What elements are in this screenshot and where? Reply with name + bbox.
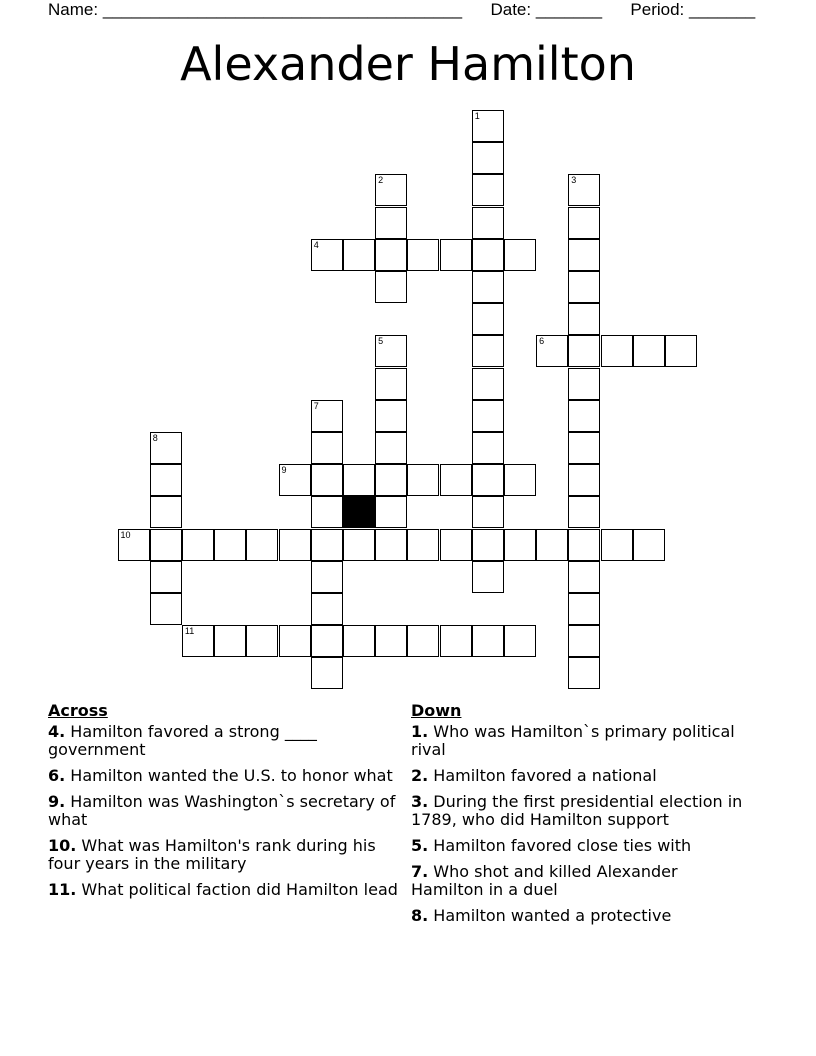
grid-cell[interactable] xyxy=(440,464,472,496)
across-heading: Across xyxy=(48,701,108,720)
date-blank[interactable]: _______ xyxy=(535,0,603,19)
grid-cell[interactable] xyxy=(568,464,600,496)
clue-number-label: 4 xyxy=(313,239,319,250)
grid-cell[interactable] xyxy=(472,529,504,561)
clue-number-label: 7 xyxy=(313,400,319,411)
grid-cell[interactable] xyxy=(633,335,665,367)
grid-cell[interactable] xyxy=(118,529,150,561)
grid-cell[interactable] xyxy=(279,529,311,561)
grid-cell[interactable] xyxy=(375,239,407,271)
grid-cell[interactable] xyxy=(472,142,504,174)
clue-number-label: 3 xyxy=(571,175,577,186)
name-blank[interactable]: ______________________________________ xyxy=(102,0,463,19)
grid-cell[interactable] xyxy=(472,239,504,271)
grid-cell[interactable] xyxy=(536,529,568,561)
blocked-cell xyxy=(343,496,375,528)
grid-cell[interactable] xyxy=(568,335,600,367)
period-label: Period: xyxy=(630,0,685,19)
grid-cell[interactable] xyxy=(375,529,407,561)
grid-cell[interactable] xyxy=(440,239,472,271)
grid-cell[interactable] xyxy=(504,625,536,657)
grid-cell[interactable] xyxy=(311,239,343,271)
grid-cell[interactable] xyxy=(375,464,407,496)
grid-cell[interactable] xyxy=(472,271,504,303)
across-clue-4: 4. Hamilton favored a strong ____ government xyxy=(48,722,317,759)
grid-cell[interactable] xyxy=(311,464,343,496)
grid-cell[interactable] xyxy=(375,368,407,400)
clue-number-label: 9 xyxy=(281,465,287,476)
across-clue-list xyxy=(48,723,398,899)
grid-cell[interactable] xyxy=(472,207,504,239)
period-blank[interactable]: _______ xyxy=(689,0,756,19)
down-clue-5: 5. Hamilton favored close ties with xyxy=(411,836,692,855)
grid-cell[interactable] xyxy=(568,207,600,239)
grid-cell[interactable] xyxy=(343,529,375,561)
down-clues xyxy=(411,702,751,933)
grid-cell[interactable] xyxy=(246,625,278,657)
across-clue-10: 10. What was Hamilton's rank during his four years in the military xyxy=(48,836,376,873)
clue-number-label: 2 xyxy=(378,175,384,186)
grid-cell[interactable] xyxy=(440,529,472,561)
grid-cell[interactable] xyxy=(150,496,182,528)
grid-cell[interactable] xyxy=(150,464,182,496)
grid-cell[interactable] xyxy=(375,174,407,206)
grid-cell[interactable] xyxy=(311,625,343,657)
grid-cell[interactable] xyxy=(375,400,407,432)
grid-cell[interactable] xyxy=(343,239,375,271)
clue-number-label: 11 xyxy=(184,626,195,637)
grid-cell[interactable] xyxy=(472,625,504,657)
grid-cell[interactable] xyxy=(311,593,343,625)
grid-cell[interactable] xyxy=(601,335,633,367)
grid-cell[interactable] xyxy=(568,625,600,657)
grid-cell[interactable] xyxy=(568,561,600,593)
grid-cell[interactable] xyxy=(472,368,504,400)
grid-cell[interactable] xyxy=(504,239,536,271)
grid-cell[interactable] xyxy=(311,529,343,561)
grid-cell[interactable] xyxy=(311,400,343,432)
grid-cell[interactable] xyxy=(472,432,504,464)
grid-cell[interactable] xyxy=(343,625,375,657)
grid-cell[interactable] xyxy=(568,657,600,689)
name-label: Name: xyxy=(48,0,99,19)
grid-cell[interactable] xyxy=(375,625,407,657)
grid-cell[interactable] xyxy=(407,239,439,271)
grid-cell[interactable] xyxy=(150,593,182,625)
across-clue-11: 11. What political faction did Hamilton lead xyxy=(48,880,398,899)
grid-cell[interactable] xyxy=(472,400,504,432)
grid-cell[interactable] xyxy=(504,529,536,561)
down-clue-1: 1. Who was Hamilton`s primary political rival xyxy=(411,722,735,759)
grid-cell[interactable] xyxy=(568,368,600,400)
grid-cell[interactable] xyxy=(633,529,665,561)
grid-cell[interactable] xyxy=(375,207,407,239)
grid-cell[interactable] xyxy=(150,529,182,561)
grid-cell[interactable] xyxy=(375,432,407,464)
clue-number-label: 5 xyxy=(378,336,384,347)
grid-cell[interactable] xyxy=(472,335,504,367)
grid-cell[interactable] xyxy=(182,625,214,657)
grid-cell[interactable] xyxy=(214,625,246,657)
grid-cell[interactable] xyxy=(568,174,600,206)
down-clue-8: 8. Hamilton wanted a protective xyxy=(411,906,672,925)
grid-cell[interactable] xyxy=(407,529,439,561)
clue-number-label: 6 xyxy=(539,336,545,347)
grid-cell[interactable] xyxy=(568,400,600,432)
grid-cell[interactable] xyxy=(472,303,504,335)
clue-number-label: 10 xyxy=(120,529,131,540)
grid-cell[interactable] xyxy=(375,271,407,303)
grid-cell[interactable] xyxy=(407,464,439,496)
grid-cell[interactable] xyxy=(568,496,600,528)
grid-cell[interactable] xyxy=(150,561,182,593)
grid-cell[interactable] xyxy=(150,432,182,464)
grid-cell[interactable] xyxy=(343,464,375,496)
page-title: Alexander Hamilton xyxy=(180,37,636,91)
grid-cell[interactable] xyxy=(440,625,472,657)
grid-cell[interactable] xyxy=(246,529,278,561)
grid-cell[interactable] xyxy=(311,496,343,528)
grid-cell[interactable] xyxy=(279,464,311,496)
grid-cell[interactable] xyxy=(601,529,633,561)
grid-cell[interactable] xyxy=(568,593,600,625)
grid-cell[interactable] xyxy=(279,625,311,657)
grid-cell[interactable] xyxy=(568,303,600,335)
down-clue-3: 3. During the first presidential election in 1789, who did Hamilton support xyxy=(411,792,743,829)
across-clue-9: 9. Hamilton was Washington`s secretary of what xyxy=(48,792,396,829)
down-heading: Down xyxy=(411,701,462,720)
date-label: Date: xyxy=(490,0,532,19)
grid-cell[interactable] xyxy=(568,529,600,561)
grid-cell[interactable] xyxy=(568,271,600,303)
grid-cell[interactable] xyxy=(472,110,504,142)
grid-cell[interactable] xyxy=(182,529,214,561)
grid-cell[interactable] xyxy=(311,561,343,593)
down-clue-7: 7. Who shot and killed Alexander Hamilton in a duel xyxy=(411,862,678,899)
grid-cell[interactable] xyxy=(311,432,343,464)
clue-number-label: 1 xyxy=(474,111,480,121)
grid-cell[interactable] xyxy=(311,657,343,689)
grid-cell[interactable] xyxy=(407,625,439,657)
down-clue-2: 2. Hamilton favored a national xyxy=(411,766,657,785)
clue-number-label: 8 xyxy=(152,433,158,443)
across-clue-6: 6. Hamilton wanted the U.S. to honor what xyxy=(48,766,393,785)
grid-cell[interactable] xyxy=(568,432,600,464)
grid-cell[interactable] xyxy=(375,496,407,528)
grid-cell[interactable] xyxy=(375,335,407,367)
grid-cell[interactable] xyxy=(214,529,246,561)
grid-cell[interactable] xyxy=(472,496,504,528)
grid-cell[interactable] xyxy=(504,464,536,496)
grid-cell[interactable] xyxy=(665,335,697,367)
grid-cell[interactable] xyxy=(568,239,600,271)
down-clue-list xyxy=(411,723,751,925)
grid-cell[interactable] xyxy=(472,174,504,206)
grid-cell[interactable] xyxy=(472,561,504,593)
grid-cell[interactable] xyxy=(536,335,568,367)
grid-cell[interactable] xyxy=(472,464,504,496)
across-clues xyxy=(48,702,398,907)
